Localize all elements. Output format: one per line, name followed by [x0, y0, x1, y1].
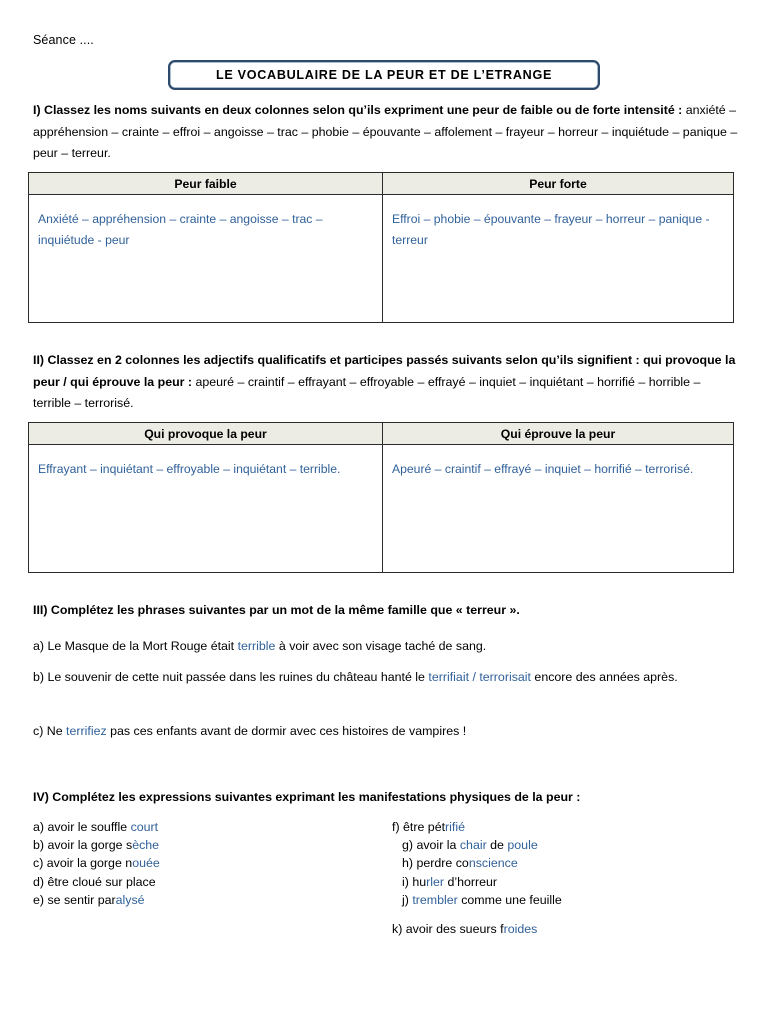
- list-item: [33, 818, 363, 836]
- table-header-row: [29, 423, 734, 445]
- section-3-item-b: [33, 666, 743, 688]
- section-1-instruction: [33, 100, 739, 165]
- expression-prefix: j): [402, 892, 413, 907]
- page-title: LE VOCABULAIRE DE LA PEUR ET DE L’ETRANGE: [168, 60, 600, 90]
- list-item: [33, 891, 363, 909]
- sentence-prefix: c) Ne: [33, 724, 67, 738]
- expression-prefix: k) avoir des sueurs f: [392, 922, 504, 936]
- sentence-suffix: à voir avec son visage taché de sang.: [275, 639, 487, 653]
- list-item: [392, 854, 722, 872]
- table-row: [29, 445, 734, 573]
- column-header-qui-provoque: Qui provoque la peur: [29, 423, 383, 445]
- section-4-instruction: IV) Complétez les expressions suivantes exprimant les manifestations physiques de la peur :: [33, 790, 581, 804]
- answer-text[interactable]: roides: [503, 922, 538, 936]
- section-2-instruction: [33, 350, 739, 415]
- section-3-item-c: [33, 720, 743, 742]
- list-item: [33, 873, 363, 891]
- table-header-row: [29, 173, 734, 195]
- answer-text[interactable]: chair: [459, 838, 487, 853]
- sentence-prefix: b) Le souvenir de cette nuit passée dans les ruines du château hanté le: [33, 670, 429, 684]
- expression-suffix: d’horreur: [444, 874, 498, 889]
- worksheet-title-container: [168, 60, 600, 90]
- answer-text[interactable]: rler: [426, 874, 445, 889]
- table-row: [29, 195, 734, 323]
- expression-prefix: f) être pét: [392, 820, 446, 834]
- answer-text[interactable]: nscience: [468, 856, 518, 871]
- section-2-instruction-list: apeuré – craintif – effrayant – effroyable – effrayé – inquiet – inquiétant – horrifié – horrible – terrible – terrorisé.: [33, 374, 701, 410]
- section-1-instruction-bold: I) Classez les noms suivants en deux colonnes selon qu’ils expriment une peur de faible ou de forte intensité :: [33, 103, 686, 117]
- section-2-instruction-bold: II) Classez en 2 colonnes les adjectifs qualificatifs et participes passés suivants selon qu’ils signifient : qui provoque la peur / qui éprouve la peur :: [33, 353, 736, 389]
- column-header-peur-faible: Peur faible: [29, 173, 383, 195]
- column-header-peur-forte: Peur forte: [383, 173, 734, 195]
- answer-text[interactable]: terrifiez: [66, 724, 107, 738]
- answer-cell-peur-forte[interactable]: Effroi – phobie – épouvante – frayeur – horreur – panique - terreur: [383, 195, 734, 323]
- column-header-qui-eprouve: Qui éprouve la peur: [383, 423, 734, 445]
- answer-text[interactable]: terrifiait / terrorisait: [428, 670, 531, 684]
- expression-middle: de: [486, 838, 508, 853]
- answer-text[interactable]: èche: [132, 838, 160, 853]
- answer-text[interactable]: ouée: [132, 856, 160, 871]
- section-4-item-k: [392, 920, 537, 938]
- answer-text[interactable]: alysé: [115, 892, 145, 907]
- list-item: [33, 836, 363, 854]
- section-4-left-column: [33, 818, 363, 909]
- expression-prefix: e) se sentir par: [33, 892, 116, 907]
- section-3-item-a: [33, 635, 743, 657]
- expression-prefix: d) être cloué sur place: [33, 874, 156, 889]
- table-provoque-eprouve: [28, 422, 734, 573]
- list-item: [392, 818, 722, 836]
- expression-prefix: h) perdre co: [402, 856, 469, 871]
- expression-suffix: comme une feuille: [457, 892, 562, 907]
- sentence-suffix: encore des années après.: [530, 670, 678, 684]
- seance-label: Séance ....: [33, 33, 94, 47]
- answer-cell-qui-provoque[interactable]: Effrayant – inquiétant – effroyable – inquiétant – terrible.: [29, 445, 383, 573]
- sentence-prefix: a) Le Masque de la Mort Rouge était: [33, 639, 238, 653]
- expression-prefix: c) avoir la gorge n: [33, 856, 133, 871]
- list-item: [33, 854, 363, 872]
- answer-text[interactable]: rifié: [445, 820, 465, 834]
- expression-prefix: g) avoir la: [402, 838, 460, 853]
- list-item: [392, 873, 722, 891]
- answer-text[interactable]: terrible: [237, 639, 276, 653]
- answer-text[interactable]: trembler: [412, 892, 458, 907]
- section-4-right-column: [392, 818, 722, 909]
- answer-cell-qui-eprouve[interactable]: Apeuré – craintif – effrayé – inquiet – horrifié – terrorisé.: [383, 445, 734, 573]
- expression-prefix: i) hu: [402, 874, 427, 889]
- answer-text-2[interactable]: poule: [507, 838, 538, 853]
- section-3-instruction: III) Complétez les phrases suivantes par un mot de la même famille que « terreur ».: [33, 603, 520, 617]
- answer-text[interactable]: court: [130, 820, 159, 834]
- expression-prefix: a) avoir le souffle: [33, 820, 131, 834]
- answer-cell-peur-faible[interactable]: Anxiété – appréhension – crainte – angoisse – trac – inquiétude - peur: [29, 195, 383, 323]
- list-item: [392, 891, 722, 909]
- table-peur-intensite: [28, 172, 734, 323]
- list-item: [392, 836, 722, 854]
- expression-prefix: b) avoir la gorge s: [33, 838, 133, 853]
- section-1-instruction-list: anxiété – appréhension – crainte – effroi – angoisse – trac – phobie – épouvante – affolement – frayeur – horreur – inquiétude – panique – peur – terreur.: [33, 103, 738, 160]
- sentence-suffix: pas ces enfants avant de dormir avec ces histoires de vampires !: [106, 724, 467, 738]
